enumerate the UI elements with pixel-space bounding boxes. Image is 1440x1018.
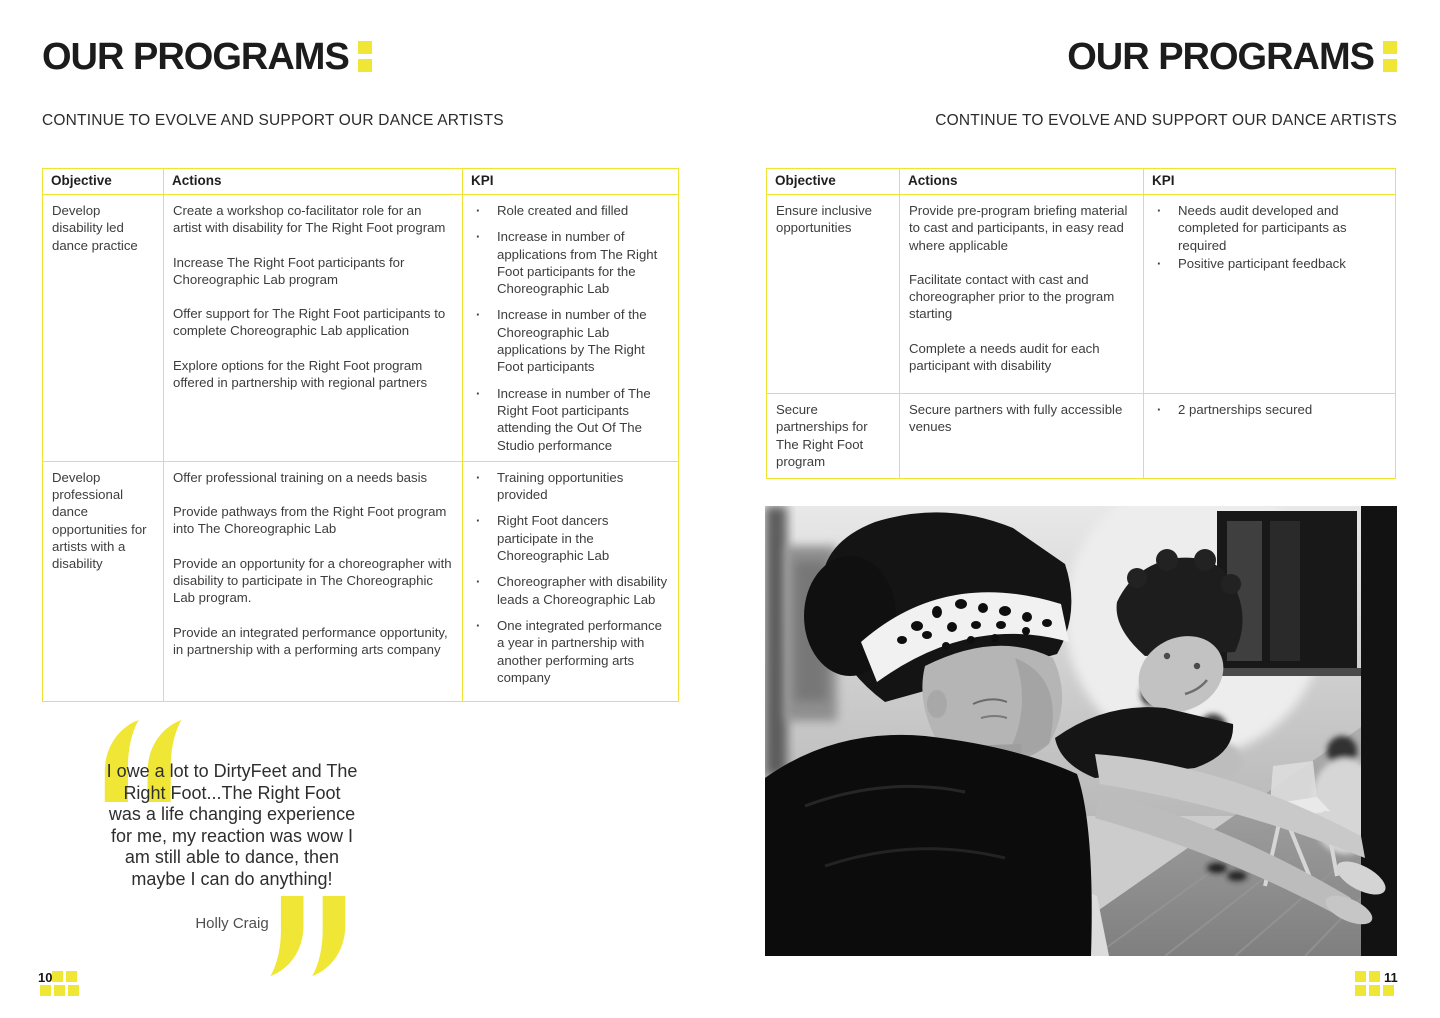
kpi-item <box>1153 202 1386 254</box>
yellow-square-icon <box>1383 985 1394 996</box>
bullet-icon <box>472 469 497 504</box>
kpi-item <box>472 385 669 454</box>
table-row <box>767 394 1396 479</box>
dancers-photo <box>765 506 1397 956</box>
actions-cell <box>164 461 463 701</box>
column-header-objective: Objective <box>43 169 164 195</box>
kpi-cell <box>463 195 679 462</box>
bullet-icon <box>472 617 497 686</box>
action-paragraph: Offer professional training on a needs basis <box>173 469 428 485</box>
bullet-icon <box>1153 255 1178 272</box>
action-paragraph: Create a workshop co-facilitator role for an artist with disability for The Right Foot program <box>173 203 446 236</box>
yellow-square-icon <box>358 41 372 54</box>
bullet-icon <box>472 512 497 564</box>
right-page-header <box>1067 38 1397 76</box>
table-row <box>767 195 1396 394</box>
kpi-item <box>472 228 669 297</box>
page-number: 11 <box>1384 970 1398 985</box>
kpi-item <box>472 306 669 375</box>
yellow-square-icon <box>68 985 79 996</box>
kpi-text: Increase in number of applications from The Right Foot participants for the Choreographic Lab <box>497 229 658 297</box>
yellow-colon-icon <box>1383 38 1397 72</box>
actions-cell <box>900 394 1144 479</box>
kpi-text: Needs audit developed and completed for participants as required <box>1178 203 1347 253</box>
yellow-square-icon <box>1355 985 1366 996</box>
close-quote-icon <box>267 889 347 983</box>
kpi-text: Training opportunities provided <box>497 469 624 503</box>
kpi-text: 2 partnerships secured <box>1178 402 1313 417</box>
kpi-item <box>472 573 669 608</box>
kpi-item <box>472 512 669 564</box>
yellow-square-icon <box>52 971 63 982</box>
action-paragraph: Secure partners with fully accessible venues <box>909 402 1123 435</box>
table-header-row <box>43 169 679 195</box>
kpi-text: Choreographer with disability leads a Choreographic Lab <box>497 574 668 607</box>
yellow-square-icon <box>54 985 65 996</box>
action-paragraph: Offer support for The Right Foot participants to complete Choreographic Lab application <box>173 306 446 339</box>
kpi-text: Positive participant feedback <box>1178 255 1346 271</box>
bullet-icon <box>1153 401 1178 418</box>
kpi-cell <box>1144 195 1396 394</box>
yellow-square-icon <box>1383 41 1397 54</box>
kpi-item <box>472 202 669 219</box>
yellow-square-icon <box>66 971 77 982</box>
action-paragraph: Explore options for the Right Foot program offered in partnership with regional partners <box>173 357 428 391</box>
bullet-icon <box>472 306 497 375</box>
action-paragraph: Increase The Right Foot participants for Choreographic Lab program <box>173 254 405 287</box>
column-header-actions: Actions <box>900 169 1144 195</box>
objective-cell: Secure partnerships for The Right Foot program <box>767 394 900 479</box>
dancers-photo-illustration <box>765 506 1397 956</box>
yellow-square-icon <box>1383 59 1397 72</box>
objectives-table-right <box>766 168 1396 479</box>
actions-cell <box>164 195 463 462</box>
column-header-kpi: KPI <box>463 169 679 195</box>
column-header-kpi: KPI <box>1144 169 1396 195</box>
column-header-actions: Actions <box>164 169 463 195</box>
yellow-square-icon <box>1355 971 1366 982</box>
page-number-block <box>40 971 80 997</box>
yellow-square-icon <box>40 985 51 996</box>
actions-cell <box>900 195 1144 394</box>
kpi-item <box>1153 401 1386 418</box>
kpi-item <box>472 469 669 504</box>
action-paragraph: Provide an integrated performance opportunity, in partnership with a performing arts company <box>173 624 448 657</box>
page-subtitle: CONTINUE TO EVOLVE AND SUPPORT OUR DANCE ARTISTS <box>42 112 504 129</box>
objective-cell: Ensure inclusive opportunities <box>767 195 900 394</box>
column-header-objective: Objective <box>767 169 900 195</box>
action-paragraph: Provide pre-program briefing material to cast and participants, in easy read where applicable <box>909 203 1128 253</box>
kpi-cell <box>1144 394 1396 479</box>
table-row <box>43 195 679 462</box>
kpi-item <box>472 617 669 686</box>
page-number-block <box>1355 970 1398 997</box>
table-row <box>43 461 679 701</box>
objective-cell: Develop professional dance opportunities for artists with a disability <box>43 461 164 701</box>
action-paragraph: Provide an opportunity for a choreographer with disability to participate in The Choreographic Lab program. <box>173 555 452 606</box>
bullet-icon <box>1153 202 1178 254</box>
testimonial-quote: I owe a lot to DirtyFeet and The Right Foot...The Right Foot was a life changing experience for me, my reaction was wow I am still able to dance, then maybe I can do anything! <box>106 761 358 889</box>
kpi-text: Right Foot dancers participate in the Choreographic Lab <box>497 513 610 564</box>
kpi-text: Increase in number of the Choreographic Lab applications by The Right Foot participants <box>497 307 647 375</box>
kpi-text: Role created and filled <box>497 203 629 218</box>
page-title: OUR PROGRAMS <box>1067 36 1374 78</box>
left-page-header <box>42 38 372 76</box>
objective-cell: Develop disability led dance practice <box>43 195 164 462</box>
bullet-icon <box>472 202 497 219</box>
kpi-text: One integrated performance a year in partnership with another performing arts company <box>497 617 662 685</box>
action-paragraph: Complete a needs audit for each participant with disability <box>909 340 1100 374</box>
kpi-text: Increase in number of The Right Foot participants attending the Out Of The Studio performance <box>497 385 651 453</box>
table-header-row <box>767 169 1396 195</box>
bullet-icon <box>472 573 497 608</box>
objectives-table-left <box>42 168 679 702</box>
yellow-square-icon <box>1369 971 1380 982</box>
page-title: OUR PROGRAMS <box>42 36 349 78</box>
action-paragraph: Provide pathways from the Right Foot program into The Choreographic Lab <box>173 504 447 537</box>
bullet-icon <box>472 385 497 454</box>
yellow-colon-icon <box>358 38 372 72</box>
yellow-square-icon <box>358 59 372 72</box>
yellow-square-icon <box>1369 985 1380 996</box>
quote-attribution: Holly Craig <box>195 915 269 932</box>
page-subtitle: CONTINUE TO EVOLVE AND SUPPORT OUR DANCE ARTISTS <box>935 112 1397 129</box>
page-number: 10 <box>38 970 53 985</box>
kpi-cell <box>463 461 679 701</box>
kpi-item <box>1153 255 1386 272</box>
action-paragraph: Facilitate contact with cast and choreographer prior to the program starting <box>909 271 1115 322</box>
bullet-icon <box>472 228 497 297</box>
